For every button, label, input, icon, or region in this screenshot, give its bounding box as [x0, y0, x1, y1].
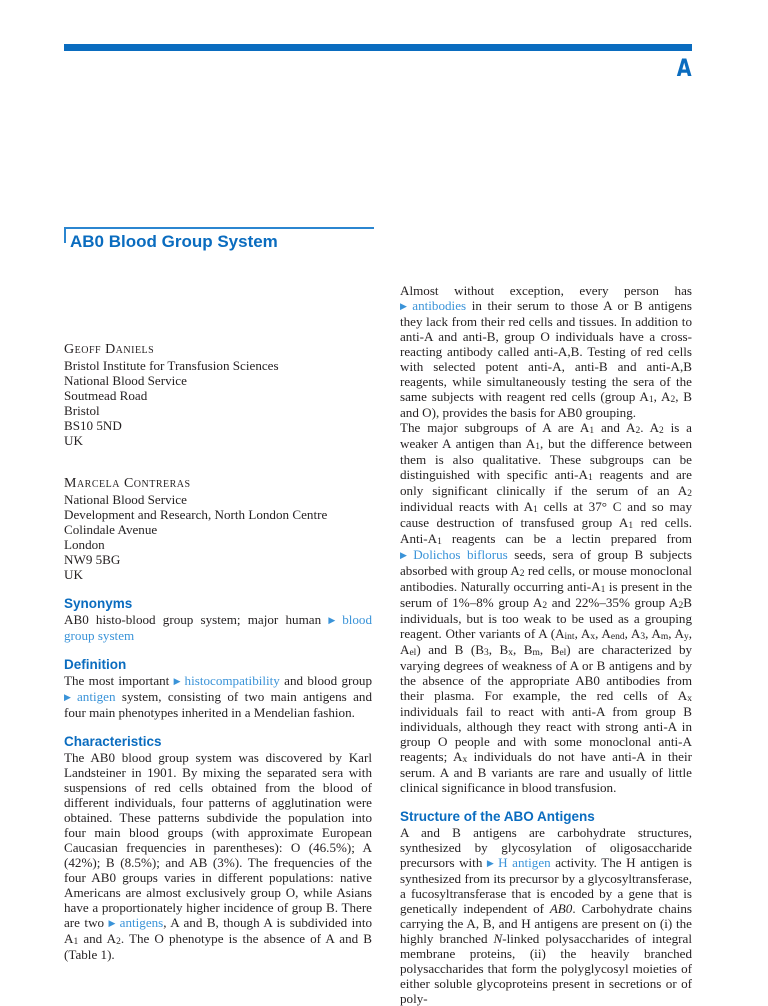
subscript: 2	[670, 395, 676, 405]
entry-title: AB0 Blood Group System	[70, 232, 278, 251]
cross-reference-link[interactable]	[64, 689, 116, 704]
link-label: Dolichos biflorus	[413, 547, 508, 562]
subscript: 1	[533, 505, 538, 515]
affiliation-line: London	[64, 537, 105, 552]
affiliation-line: Development and Research, North London Centre	[64, 507, 328, 522]
subscript: x	[590, 632, 596, 642]
affiliation-line: National Blood Service	[64, 492, 187, 507]
subscript: 2	[519, 569, 525, 579]
subscript: x	[462, 755, 468, 765]
link-label: histocompatibility	[184, 673, 280, 688]
subscript: 2	[116, 937, 121, 947]
subscript: m	[660, 632, 669, 642]
subscript: 2	[678, 601, 684, 611]
affiliation-line: Bristol	[64, 403, 100, 418]
subscript: m	[532, 648, 540, 658]
header-rule	[64, 44, 692, 51]
italic-term: AB0	[549, 901, 573, 916]
subgroups-paragraph: The major subgroups of A are $A_1$ and $A_2$. $A_2$ is a weaker A antigen than $A_1$, but the difference between them is also qualitative. These subgroups can be distinguished with specific anti-$A_1$ reagents and are only significant clinically if the serum of an $A_2$ individual reacts with $A_1$ cells at 37° C and so may cause destruction of transfused group $A_1$ red cells. Anti-$A_1$ reagents can be a lectin prepared from ▶ Dolichos biflorus seeds, sera of group B subjects absorbed with group $A_2$ red cells, or mouse monoclonal antibodies. Naturally occurring anti-$A_1$ is present in the serum of 1%–8% group $A_2$ and 22%–35% group $A_2B$ individuals, but is too weak to be used as a grouping reagent. Other variants of A ($A_{int}$, $A_x$, $A_{end}$, $A_3$, $A_m$, $A_y$, $A_{el}$) and B ($B_3$, $B_x$, $B_m$, $B_{el}$) are characterized by varying degrees of weakness of A or B antigens and by the absence of the appropriate AB0 antibodies from their plasma. For example, the red cells of $A_x$ individuals fail to react with anti-A from group B individuals, although they react with strong anti-A in group O people and with some monoclonal anti-A reagents; $A_x$ individuals do not have anti-A in their serum. A and B variants are rare and usually of little clinical significance in blood transfusion.	[400, 420, 693, 795]
cross-reference-link[interactable]	[400, 547, 508, 562]
author-2	[64, 476, 372, 582]
subscript: 1	[535, 442, 540, 452]
affiliation-line: UK	[64, 567, 83, 582]
affiliation-line: Bristol Institute for Transfusion Sciences	[64, 358, 279, 373]
characteristics-heading: Characteristics	[64, 734, 162, 749]
subscript: 1	[437, 537, 442, 547]
right-triangle-icon: ▶	[400, 550, 411, 560]
affiliation-line: National Blood Service	[64, 373, 187, 388]
section-letter: A	[677, 54, 692, 82]
subscript: 2	[687, 489, 692, 499]
affiliation-line: Colindale Avenue	[64, 522, 158, 537]
cross-reference-link[interactable]	[109, 915, 164, 930]
right-triangle-icon: ▶	[64, 692, 74, 702]
link-label: antibodies	[412, 298, 467, 313]
subscript: y	[684, 632, 689, 642]
definition-text: The most important ▶ histocompatibility and blood group ▶ antigen system, consisting of two main antigens and four main phenotypes inherited in a Mendelian fashion.	[64, 673, 372, 720]
affiliation-line: UK	[64, 433, 83, 448]
synonyms-heading: Synonyms	[64, 596, 133, 611]
left-column	[64, 342, 372, 962]
italic-term: N	[493, 931, 503, 946]
right-triangle-icon: ▶	[328, 615, 340, 625]
subscript: x	[687, 694, 692, 704]
subscript: int	[564, 632, 575, 642]
synonyms-text: AB0 histo-blood group system; major human ▶ blood group system	[64, 612, 373, 643]
subscript: el	[559, 648, 567, 658]
subscript: 1	[628, 521, 634, 531]
subscript: 1	[588, 473, 593, 483]
subscript: el	[409, 648, 417, 658]
right-triangle-icon: ▶	[108, 918, 117, 928]
link-label: blood group system	[64, 612, 373, 643]
structure-heading: Structure of the ABO Antigens	[400, 809, 595, 824]
subscript: end	[610, 632, 625, 642]
right-triangle-icon: ▶	[173, 676, 182, 686]
right-triangle-icon: ▶	[400, 301, 410, 311]
author-1	[64, 342, 372, 448]
author-name: Geoff Daniels	[64, 342, 155, 357]
subscript: 3	[483, 648, 489, 658]
link-label: antigens	[119, 915, 164, 930]
affiliation-line: NW9 5BG	[64, 552, 121, 567]
subscript: 1	[648, 395, 654, 405]
antibodies-paragraph: Almost without exception, every person has ▶ antibodies in their serum to those A or B antigens they lack from their red cells and tissues. In addition to anti-A and anti-B, group O individuals have a cross-reacting antibody called anti-A,B. Testing of red cells with selected potent anti-A, anti-B and anti-A,B reagents, while simultaneously testing the sera of the same subjects with reagent red cells (group $A_1$, $A_2$, B and O), provides the basis for AB0 grouping.	[400, 283, 693, 420]
definition-heading: Definition	[64, 657, 127, 672]
subscript: 1	[600, 585, 606, 595]
cross-reference-link[interactable]	[487, 855, 551, 870]
cross-reference-link[interactable]	[174, 673, 280, 688]
cross-reference-link[interactable]	[64, 612, 372, 643]
link-label: antigen	[77, 689, 116, 704]
subscript: 2	[542, 601, 548, 611]
right-triangle-icon: ▶	[486, 858, 496, 868]
subscript: 3	[640, 632, 646, 642]
author-name: Marcela Contreras	[64, 476, 191, 491]
subscript: 2	[635, 426, 641, 436]
subscript: 1	[589, 426, 595, 436]
subscript: 2	[659, 426, 664, 436]
characteristics-text: The AB0 blood group system was discovered by Karl Landsteiner in 1901. By mixing the separated sera with suspensions of red cells obtained from the blood of different individuals, four patterns of agglutination were obtained. These patterns subdivide the population into four main blood groups (with approximate European Caucasian frequencies in parentheses): O (46.5%); A (42%); B (8.5%); and AB (3%). The frequencies of the four AB0 groups varies in different populations: native Americans are almost exclusively group O, while Asians have a proportionately higher incidence of group B. There are two ▶ antigens, A and B, though A is subdivided into $A_1$ and $A_2$. The O phenotype is the absence of A and B (Table 1).	[64, 750, 373, 962]
link-label: H antigen	[498, 855, 551, 870]
right-column	[400, 283, 692, 1006]
structure-text: A and B antigens are carbohydrate structures, synthesized by glycosylation of oligosaccharide precursors with ▶ H antigen activity. The H antigen is synthesized from its precursor by a glycosyltransferase, a fucosyltransferase that is encoded by a gene that is genetically independent of AB0. Carbohydrate chains carrying the A, B, and H antigens are present on (i) the highly branched N-linked polysaccharides of integral membrane proteins, (ii) the heavily branched polysaccharides that form the polyglycosyl moieties of either soluble glycoproteins present in secretions or of poly-	[400, 825, 692, 1006]
affiliation-line: Soutmead Road	[64, 388, 148, 403]
subscript: x	[508, 648, 513, 658]
subscript: 1	[73, 937, 79, 947]
affiliation-line: BS10 5ND	[64, 418, 122, 433]
cross-reference-link[interactable]	[400, 298, 466, 313]
